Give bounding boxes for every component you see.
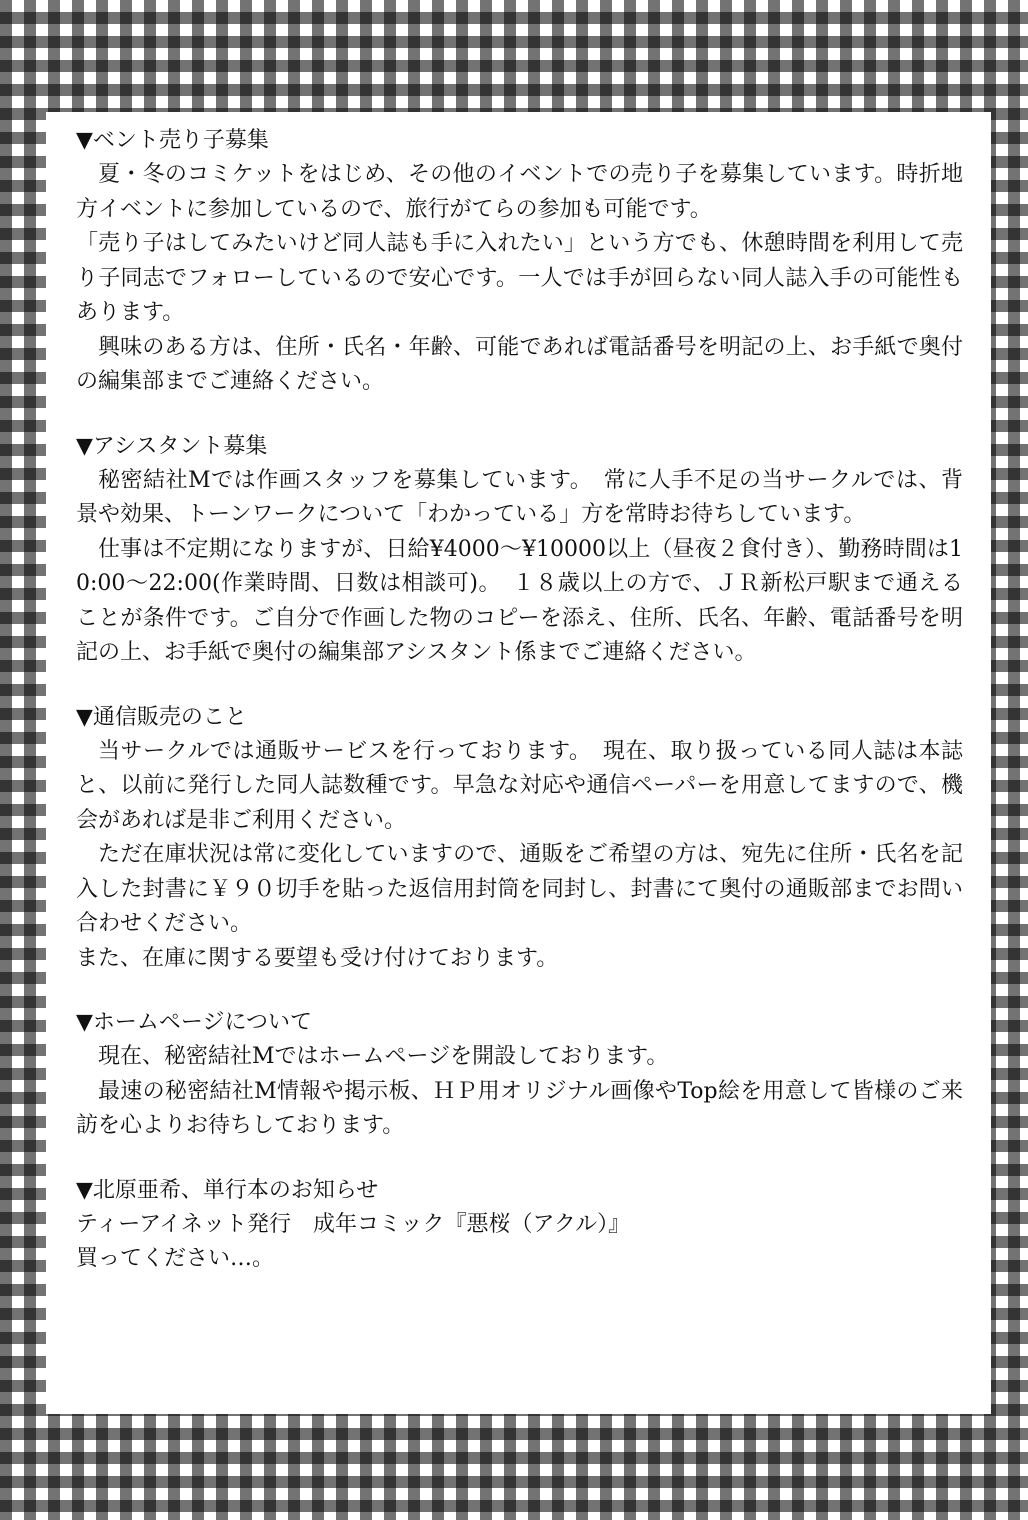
paragraph: また、在庫に関する要望も受け付けております。 (76, 945, 559, 971)
section-heading: ▼通信販売のこと (76, 704, 247, 730)
paragraph: ティーアイネット発行 成年コミック『悪桜（アクル）』 (76, 1211, 631, 1237)
notice-panel (46, 112, 991, 1414)
paragraph: 興味のある方は、住所・氏名・年齢、可能であれば電話番号を明記の上、お手紙で奥付の編集部までご連絡ください。 (76, 334, 963, 394)
paragraph: 夏・冬のコミケットをはじめ、その他のイベントでの売り子を募集しています。時折地方イベントに参加しているので、旅行がてらの参加も可能です。 (76, 162, 963, 222)
section-mail-order (76, 701, 963, 977)
paragraph: 「売り子はしてみたいけど同人誌も手に入れたい」という方でも、休憩時間を利用して売り子同志でフォローしているので安心です。一人では手が回らない同人誌入手の可能性もあります。 (76, 231, 963, 325)
section-event-staff (76, 124, 963, 400)
section-heading: ▼ホームページについて (76, 1010, 313, 1035)
paragraph: 最速の秘密結社M情報や掲示板、ＨＰ用オリジナル画像やTop絵を用意して皆様のご来訪を心よりお待ちしております。 (76, 1078, 963, 1138)
section-heading: ▼ベント売り子募集 (76, 128, 269, 153)
paragraph: 仕事は不定期になりますが、日給¥4000～¥10000以上（昼夜２食付き）、勤務時間は10:00～22:00(作業時間、日数は相談可)。 １８歳以上の方で、ＪＲ新松戸駅まで通えることが条件です。ご自分で作画した物のコピーを添え、住所、氏名、年齢、電話番号を明記の上、お手紙で奥付の編集部アシスタント係までご連絡ください。 (76, 536, 963, 665)
paragraph: 秘密結社Mでは作画スタッフを募集しています。 常に人手不足の当サークルでは、背景や効果、トーンワークについて「わかっている」方を常時お待ちしています。 (76, 467, 963, 527)
paragraph: 現在、秘密結社Mではホームページを開設しております。 (98, 1044, 669, 1069)
paragraph: 当サークルでは通販サービスを行っております。 現在、取り扱っている同人誌は本誌と、以前に発行した同人誌数種です。早急な対応や通信ペーパーを用意してますので、機会があれば是非ご利用ください。 (76, 738, 963, 833)
section-book-notice (76, 1174, 963, 1277)
section-assistant (76, 430, 963, 671)
paragraph: 買ってください…。 (76, 1246, 275, 1271)
section-heading: ▼アシスタント募集 (76, 433, 268, 459)
paragraph: ただ在庫状況は常に変化していますので、通販をご希望の方は、宛先に住所・氏名を記入した封書に￥９０切手を貼った返信用封筒を同封し、封書にて奥付の通販部までお問い合わせください。 (76, 842, 963, 936)
section-heading: ▼北原亜希、単行本のお知らせ (76, 1177, 379, 1203)
section-homepage (76, 1006, 963, 1144)
